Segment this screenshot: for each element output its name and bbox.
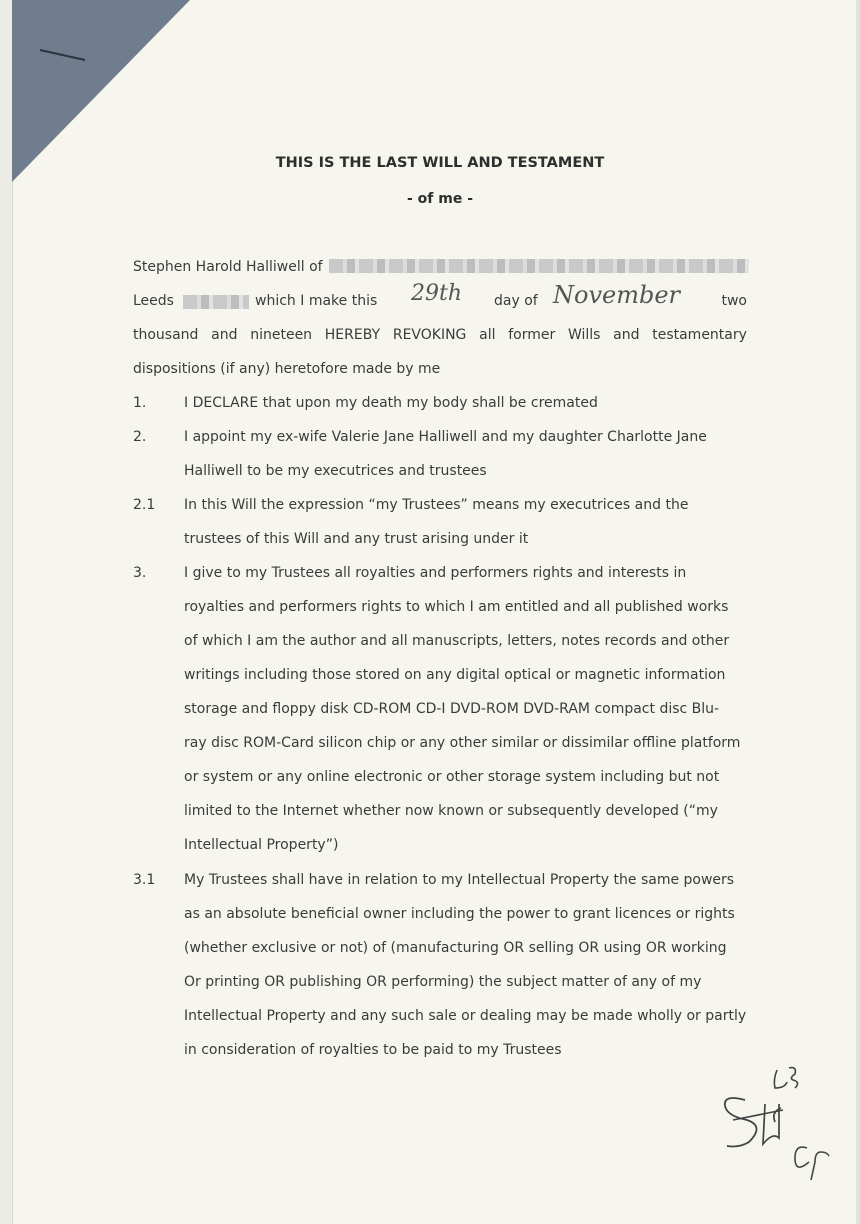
clause-3-1-line: Or printing OR publishing OR performing) the subject matter of any of my [184, 974, 702, 990]
intro-word: thousand [133, 327, 199, 343]
clause-number: 3.1 [133, 872, 156, 888]
redacted-postcode [183, 295, 249, 309]
intro-phrase-day-of: day of [494, 293, 538, 309]
clause-2-line: I appoint my ex-wife Valerie Jane Halliwell and my daughter Charlotte Jane [184, 429, 707, 445]
document-subtitle: - of me - [406, 191, 474, 207]
intro-word: REVOKING [392, 327, 467, 343]
clause-3-line: Intellectual Property”) [184, 837, 339, 853]
intro-word-leeds: Leeds [133, 293, 174, 309]
handwritten-day: 29th [411, 281, 463, 306]
clause-1-line: I DECLARE that upon my death my body shall be cremated [184, 395, 598, 411]
clause-3-line: of which I am the author and all manuscripts, letters, notes records and other [184, 633, 730, 649]
intro-word: nineteen [250, 327, 313, 343]
intro-word: former [508, 327, 556, 343]
intro-phrase-make-this: which I make this [255, 293, 378, 309]
clause-3-1-line: My Trustees shall have in relation to my Intellectual Property the same powers [184, 872, 735, 888]
intro-word: and [211, 327, 238, 343]
clause-3-line: storage and floppy disk CD-ROM CD-I DVD-ROM DVD-RAM compact disc Blu- [184, 701, 720, 717]
intro-word: HEREBY [324, 327, 381, 343]
redacted-address [329, 259, 749, 273]
intro-line-4: dispositions (if any) heretofore made by me [133, 361, 441, 377]
intro-word-two: two [721, 293, 747, 309]
page-right-edge [856, 0, 860, 1224]
clause-2-1-line: In this Will the expression “my Trustees” means my executrices and the [184, 497, 689, 513]
clause-3-1-line: Intellectual Property and any such sale or dealing may be made wholly or partly [184, 1008, 747, 1024]
clause-3-1-line: as an absolute beneficial owner including the power to grant licences or rights [184, 906, 735, 922]
intro-line-1 [133, 259, 749, 275]
clause-number: 3. [133, 565, 147, 581]
clause-number: 2. [133, 429, 147, 445]
clause-3-1-line: in consideration of royalties to be paid to my Trustees [184, 1042, 562, 1058]
clause-3-line: writings including those stored on any digital optical or magnetic information [184, 667, 726, 683]
clause-2-line: Halliwell to be my executrices and trustees [184, 463, 487, 479]
clause-3-line: limited to the Internet whether now known or subsequently developed (“my [184, 803, 718, 819]
handwritten-initials [715, 1060, 845, 1190]
clause-3-line: I give to my Trustees all royalties and performers rights and interests in [184, 565, 687, 581]
intro-word: and [613, 327, 640, 343]
clause-3-line: royalties and performers rights to which I am entitled and all published works [184, 599, 729, 615]
clause-3-line: or system or any online electronic or other storage system including but not [184, 769, 720, 785]
clause-number: 1. [133, 395, 147, 411]
intro-word: testamentary [652, 327, 747, 343]
testator-name: Stephen Harold Halliwell of [133, 259, 323, 275]
intro-word: Wills [567, 327, 601, 343]
document-title: THIS IS THE LAST WILL AND TESTAMENT [275, 155, 605, 171]
clause-2-1-line: trustees of this Will and any trust arising under it [184, 531, 529, 547]
clause-3-line: ray disc ROM-Card silicon chip or any other similar or dissimilar offline platform [184, 735, 741, 751]
intro-word: all [479, 327, 496, 343]
clause-3-1-line: (whether exclusive or not) of (manufacturing OR selling OR using OR working [184, 940, 727, 956]
handwritten-month: November [553, 281, 681, 309]
intro-line-3 [133, 327, 747, 343]
clause-number: 2.1 [133, 497, 156, 513]
